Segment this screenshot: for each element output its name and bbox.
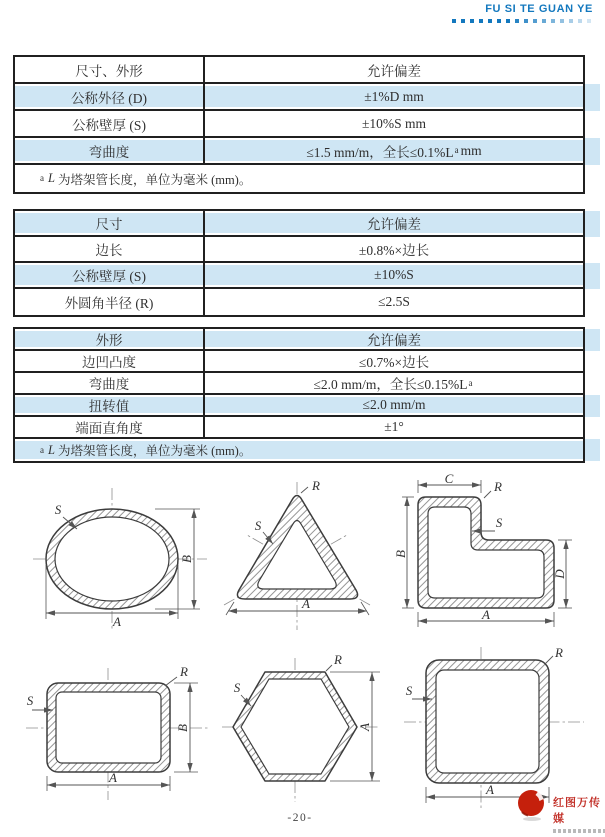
footnote-row bbox=[15, 439, 583, 461]
value-unit: mm bbox=[460, 142, 482, 158]
r-leader bbox=[484, 491, 491, 498]
column-header: 尺寸 bbox=[15, 211, 205, 235]
dim-label-a: A bbox=[109, 770, 117, 785]
row-label: 公称壁厚 (S) bbox=[15, 111, 205, 136]
header-dot bbox=[569, 19, 573, 23]
row-label: 端面直角度 bbox=[15, 417, 205, 437]
dim-label-s: S bbox=[405, 683, 413, 698]
hexagon-tube-diagram bbox=[220, 650, 400, 812]
row-label: 外圆角半径 (R) bbox=[15, 289, 205, 315]
inner-wall bbox=[428, 507, 544, 598]
row-label: 弯曲度 bbox=[15, 373, 205, 393]
dim-label-a: A bbox=[486, 782, 494, 797]
table-row bbox=[15, 289, 583, 315]
table-2-wrap bbox=[13, 209, 600, 317]
table-3-wrap bbox=[13, 327, 600, 463]
header-dot bbox=[533, 19, 537, 23]
table-row bbox=[15, 373, 583, 395]
row-bleed-strip bbox=[585, 138, 600, 165]
footnote-variable: L bbox=[48, 442, 55, 457]
row-bleed-strip bbox=[585, 395, 600, 417]
row-value: ±10%S mm bbox=[361, 115, 427, 131]
table-row bbox=[15, 57, 583, 84]
header-dot bbox=[524, 19, 528, 23]
table-1-wrap bbox=[13, 55, 600, 194]
dim-label-s: S bbox=[54, 502, 62, 517]
dim-label-d: D bbox=[552, 569, 567, 579]
dim-label-s: S bbox=[233, 680, 241, 695]
r-leader bbox=[545, 656, 553, 664]
header-dot bbox=[578, 19, 582, 23]
row-value bbox=[205, 373, 583, 393]
table-row bbox=[15, 138, 583, 165]
footnote bbox=[15, 439, 583, 461]
header-dot bbox=[551, 19, 555, 23]
value-text: ≤2.0 mm/m，全长≤0.15%L bbox=[313, 377, 468, 392]
header-dot bbox=[542, 19, 546, 23]
row-value: ±0.8%×边长 bbox=[358, 243, 430, 258]
header-dots bbox=[452, 19, 591, 23]
dim-label-b: B bbox=[175, 724, 190, 732]
dim-label-r: R bbox=[494, 479, 502, 494]
table-polygon-shape bbox=[13, 327, 585, 463]
inner-wall bbox=[55, 517, 169, 601]
table-polygon-size bbox=[13, 209, 585, 317]
value-superscript: a bbox=[468, 377, 473, 388]
footnote-text: 为塔架管长度，单位为毫米 (mm)。 bbox=[57, 444, 252, 458]
triangle-tube-diagram bbox=[222, 478, 398, 644]
row-value: ±1%D mm bbox=[205, 84, 583, 109]
dim-label-r: R bbox=[312, 478, 320, 493]
inner-wall bbox=[436, 670, 539, 773]
row-value: ≤2.5S bbox=[378, 294, 410, 309]
footnote-superscript: a bbox=[40, 173, 44, 183]
r-leader bbox=[326, 665, 332, 671]
table-row bbox=[15, 111, 583, 138]
footnote bbox=[15, 165, 583, 192]
header-dot bbox=[488, 19, 492, 23]
dim-label-a: A bbox=[302, 596, 310, 611]
table-row bbox=[15, 395, 583, 417]
dim-label-c: C bbox=[444, 471, 454, 486]
dim-label-s: S bbox=[254, 518, 262, 533]
publisher-logo bbox=[516, 788, 605, 833]
logo-text-block bbox=[553, 794, 605, 833]
dim-label-b: B bbox=[179, 555, 194, 563]
red-sphere-icon bbox=[516, 788, 548, 822]
footnote-text: 为塔架管长度，单位为毫米 (mm)。 bbox=[57, 172, 252, 187]
row-bleed-strip bbox=[585, 439, 600, 461]
row-label: 弯曲度 bbox=[15, 138, 205, 163]
row-value: ±1° bbox=[384, 419, 404, 434]
table-row bbox=[15, 351, 583, 373]
row-label: 边凹凸度 bbox=[15, 351, 205, 371]
row-value: ±10%S bbox=[205, 263, 583, 287]
header-dot bbox=[515, 19, 519, 23]
brand-wordmark: FU SI TE GUAN YE bbox=[485, 3, 593, 15]
oval-tube-diagram bbox=[25, 480, 215, 640]
inner-wall bbox=[56, 692, 161, 763]
table-row bbox=[15, 84, 583, 111]
table-row bbox=[15, 237, 583, 263]
header-dot bbox=[587, 19, 591, 23]
row-bleed-strip bbox=[585, 84, 600, 111]
header-dot bbox=[479, 19, 483, 23]
page-number: -20- bbox=[287, 812, 313, 824]
row-value: ≤0.7%×边长 bbox=[358, 355, 430, 370]
header-dot bbox=[506, 19, 510, 23]
row-bleed-strip bbox=[585, 211, 600, 237]
header-dot bbox=[470, 19, 474, 23]
row-bleed-strip bbox=[585, 329, 600, 351]
column-header: 允许偏差 bbox=[367, 63, 421, 79]
column-header: 允许偏差 bbox=[205, 211, 583, 235]
footnote-superscript: a bbox=[40, 444, 44, 455]
logo-subtext bbox=[553, 829, 605, 833]
dim-label-a: A bbox=[357, 723, 372, 731]
table-row bbox=[15, 329, 583, 351]
row-label: 边长 bbox=[15, 237, 205, 261]
header-dot bbox=[452, 19, 456, 23]
dim-label-b: B bbox=[393, 550, 408, 558]
dim-label-s: S bbox=[495, 515, 503, 530]
table-row bbox=[15, 211, 583, 237]
r-leader bbox=[301, 487, 308, 493]
table-row bbox=[15, 417, 583, 439]
dim-label-r: R bbox=[555, 645, 563, 660]
dim-label-r: R bbox=[334, 652, 342, 667]
header-dot bbox=[497, 19, 501, 23]
footnote-row bbox=[15, 165, 583, 192]
dim-label-r: R bbox=[180, 664, 188, 679]
header-dot bbox=[560, 19, 564, 23]
row-bleed-strip bbox=[585, 263, 600, 289]
table-row bbox=[15, 263, 583, 289]
dim-label-a: A bbox=[482, 607, 490, 622]
dim-label-a: A bbox=[113, 614, 121, 629]
column-header: 允许偏差 bbox=[205, 329, 583, 349]
dim-label-s: S bbox=[26, 693, 34, 708]
value-superscript: a bbox=[454, 145, 459, 155]
column-header: 尺寸、外形 bbox=[15, 57, 205, 82]
l-shape-tube-diagram bbox=[393, 471, 592, 641]
value-text: ≤1.5 mm/m，全长≤0.1%L bbox=[306, 144, 454, 160]
row-value bbox=[205, 138, 583, 163]
row-label: 扭转值 bbox=[15, 395, 205, 415]
r-leader bbox=[165, 677, 177, 686]
header-dot bbox=[461, 19, 465, 23]
logo-text: 红图万传媒 bbox=[553, 797, 601, 825]
footnote-variable: L bbox=[48, 171, 55, 185]
rectangle-tube-diagram bbox=[22, 652, 214, 810]
row-label: 公称外径 (D) bbox=[15, 84, 205, 109]
column-header: 外形 bbox=[15, 329, 205, 349]
table-round-tube bbox=[13, 55, 585, 194]
row-label: 公称壁厚 (S) bbox=[15, 263, 205, 287]
row-value: ≤2.0 mm/m bbox=[205, 395, 583, 415]
